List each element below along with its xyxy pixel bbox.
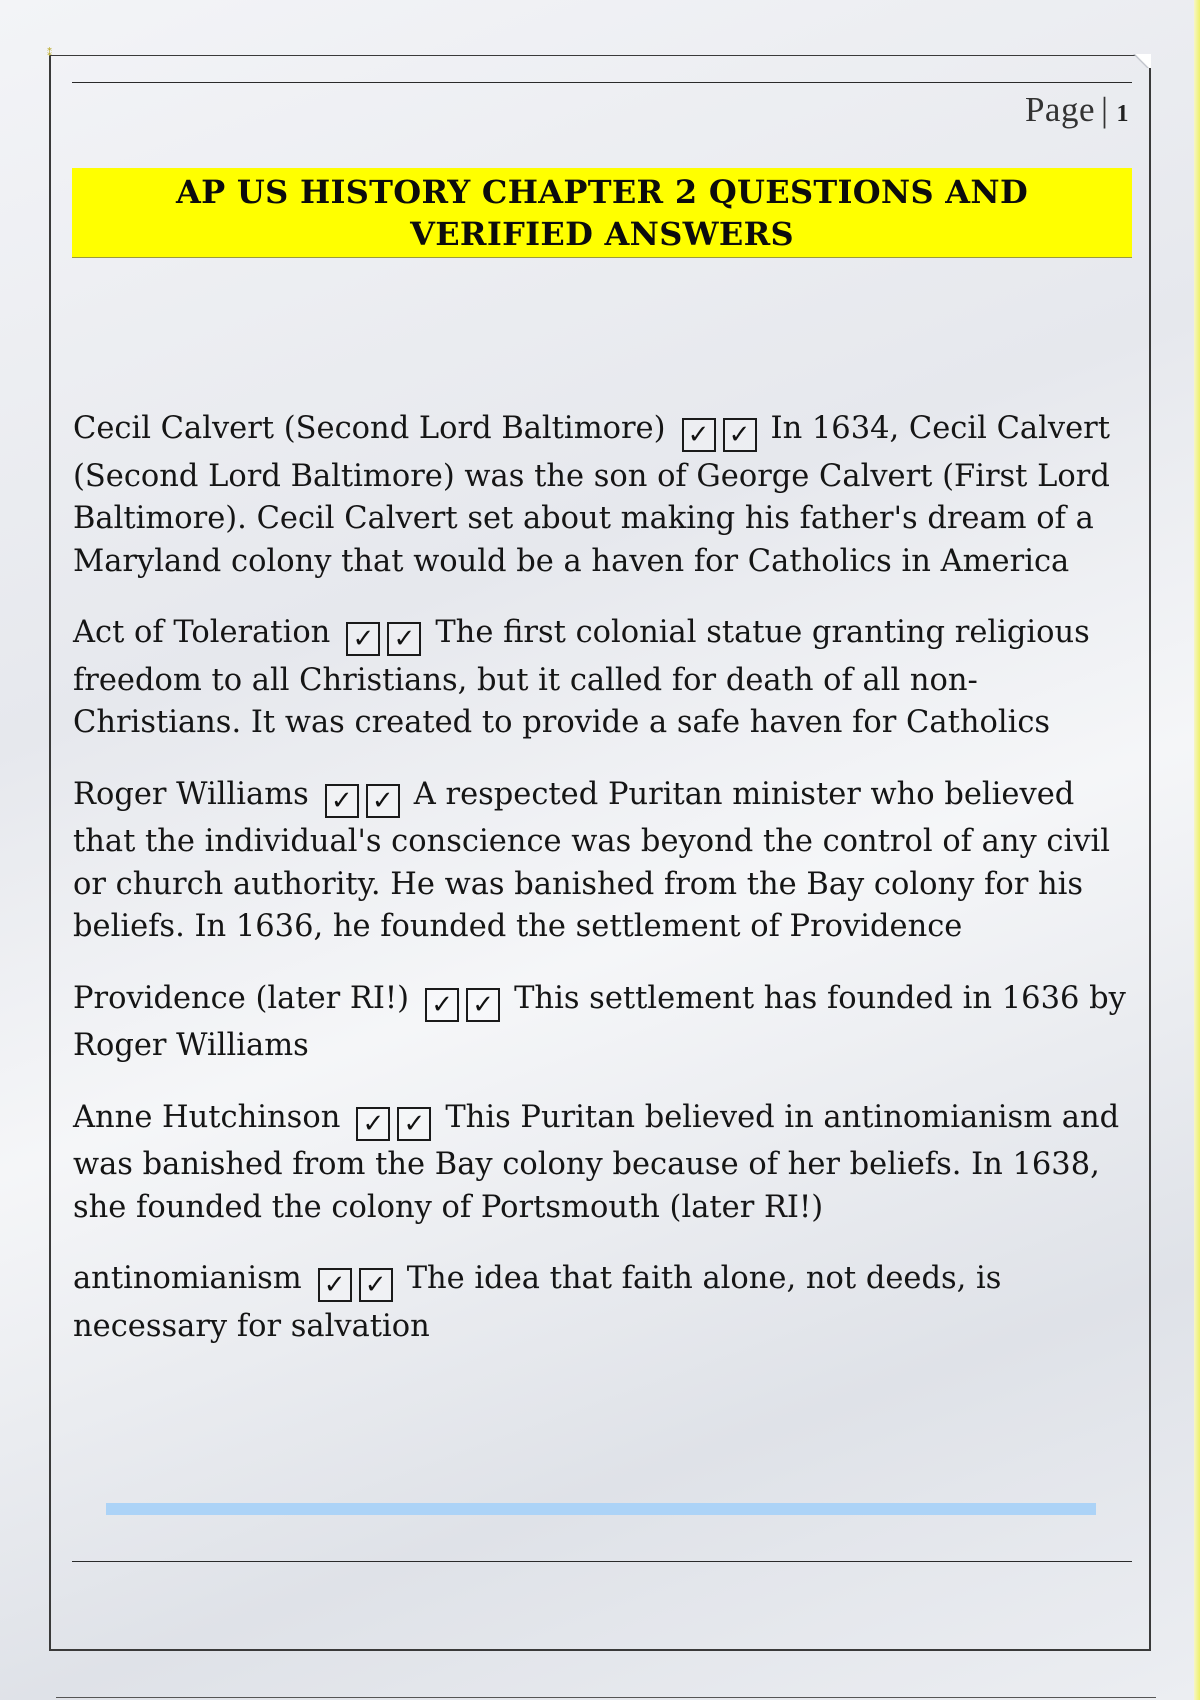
qa-entry xyxy=(73,612,1131,745)
header-rule xyxy=(72,82,1132,83)
checkbox-checked-icon[interactable]: ✓ xyxy=(356,1107,390,1141)
qa-entry xyxy=(73,1097,1131,1230)
check-pair xyxy=(325,779,400,822)
checkbox-checked-icon[interactable]: ✓ xyxy=(318,1268,352,1302)
qa-entry xyxy=(73,774,1131,949)
qa-entry xyxy=(73,1258,1131,1348)
page-label: Page xyxy=(1024,90,1095,129)
qa-entry xyxy=(73,408,1131,583)
entry-term: Roger Williams xyxy=(73,776,309,812)
title-highlight-box xyxy=(72,168,1132,258)
checkbox-checked-icon[interactable]: ✓ xyxy=(397,1107,431,1141)
page-number: 1 xyxy=(1116,101,1129,127)
entry-definition: The idea that faith alone, not deeds, is necessary for salvation xyxy=(73,1261,1002,1344)
check-pair xyxy=(425,983,500,1026)
entry-term: antinomianism xyxy=(73,1261,302,1296)
footer-rule xyxy=(72,1561,1132,1562)
checkbox-checked-icon[interactable]: ✓ xyxy=(366,784,400,818)
check-pair xyxy=(682,413,757,456)
qa-entries xyxy=(73,408,1131,1377)
check-pair xyxy=(318,1263,393,1306)
checkbox-checked-icon[interactable]: ✓ xyxy=(387,622,421,656)
document-page xyxy=(47,48,1151,1651)
check-pair xyxy=(346,617,421,660)
page-number-header xyxy=(1025,90,1129,130)
checkbox-checked-icon[interactable]: ✓ xyxy=(425,988,459,1022)
entry-term: Act of Toleration xyxy=(73,615,331,650)
entry-definition: A respected Puritan minister who believed that the individual's conscience was beyond the control of any civil or church authority. He was banished from the Bay colony for his beliefs. In 1636, he founded the settlement of Providence xyxy=(73,776,1110,944)
document-title: AP US HISTORY CHAPTER 2 QUESTIONS AND VERIFIED ANSWERS xyxy=(175,172,1029,253)
check-pair xyxy=(356,1102,431,1145)
right-edge-accent xyxy=(1194,0,1200,1700)
entry-term: Providence (later RI!) xyxy=(73,980,410,1016)
qa-entry xyxy=(73,978,1131,1068)
page-bottom-rule xyxy=(56,1697,1156,1698)
checkbox-checked-icon[interactable]: ✓ xyxy=(466,988,500,1022)
anchor-icon: ⁑ xyxy=(47,48,52,59)
entry-definition: The first colonial statue granting religious freedom to all Christians, but it called for death of all non-Christians. It was created to provide a safe haven for Catholics xyxy=(73,615,1090,740)
entry-definition: This Puritan believed in antinomianism and was banished from the Bay colony because of her beliefs. In 1638, she founded the colony of Portsmouth (later RI!) xyxy=(73,1099,1120,1225)
checkbox-checked-icon[interactable]: ✓ xyxy=(346,622,380,656)
entry-term: Cecil Calvert (Second Lord Baltimore) xyxy=(73,411,666,446)
entry-definition: This settlement has founded in 1636 by Roger Williams xyxy=(73,980,1126,1063)
checkbox-checked-icon[interactable]: ✓ xyxy=(723,418,757,452)
page-separator: | xyxy=(1100,90,1109,129)
content-end-separator xyxy=(106,1503,1096,1515)
entry-definition: In 1634, Cecil Calvert (Second Lord Baltimore) was the son of George Calvert (First Lord Baltimore). Cecil Calvert set about making his father's dream of a Maryland colony that would be a haven for Catholics in America xyxy=(73,411,1110,579)
entry-term: Anne Hutchinson xyxy=(73,1099,341,1135)
checkbox-checked-icon[interactable]: ✓ xyxy=(325,784,359,818)
checkbox-checked-icon[interactable]: ✓ xyxy=(359,1268,393,1302)
checkbox-checked-icon[interactable]: ✓ xyxy=(682,418,716,452)
page-corner-fold xyxy=(1131,54,1151,68)
